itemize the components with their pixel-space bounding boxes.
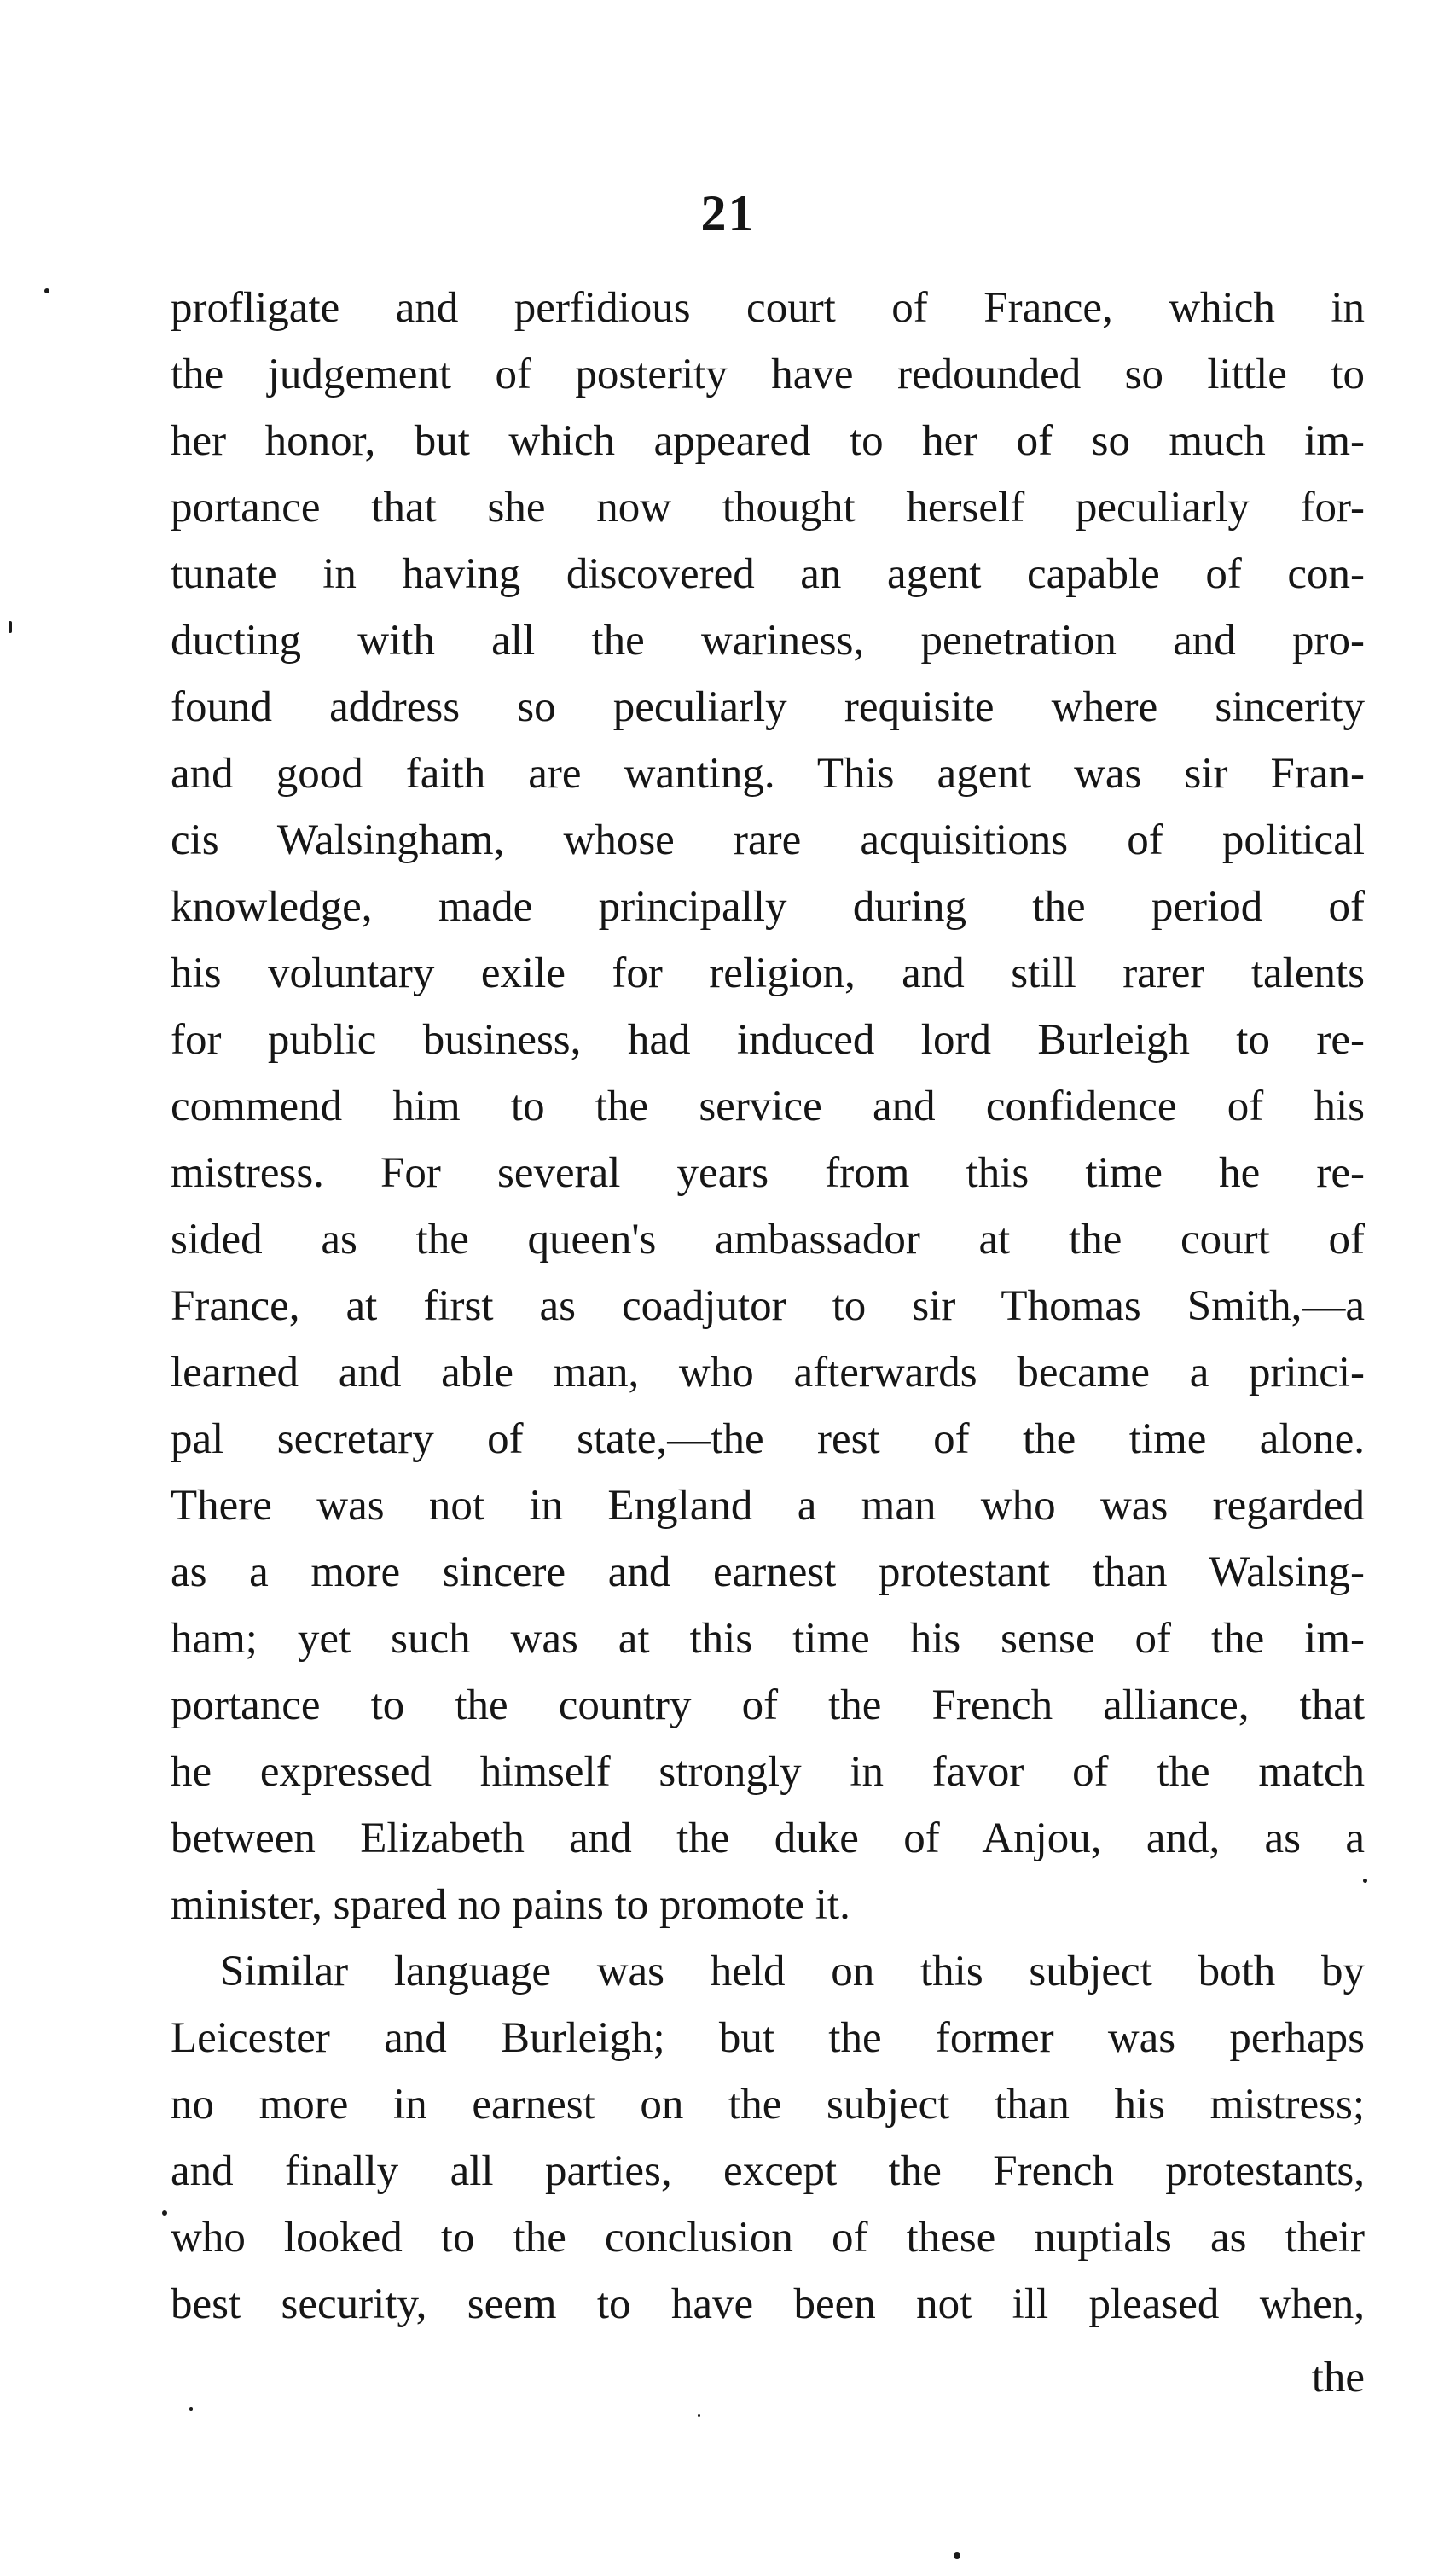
paragraph-1 xyxy=(171,275,1365,1938)
text-line: sided as the queen's ambassador at the court of xyxy=(171,1216,1365,1263)
text-line: minister, spared no pains to promote it. xyxy=(171,1881,850,1929)
paragraph-2 xyxy=(171,1938,1365,2338)
scan-speck xyxy=(162,2210,167,2216)
text-line: the judgement of posterity have redounded so little to xyxy=(171,351,1365,398)
text-line: as a more sincere and earnest protestant than Walsing- xyxy=(171,1548,1365,1596)
text-line: his voluntary exile for religion, and still rarer talents xyxy=(171,950,1365,997)
scan-speck xyxy=(1363,1879,1367,1883)
catchword: the xyxy=(1311,2354,1365,2401)
text-line: Similar language was held on this subject both by xyxy=(220,1948,1365,1995)
text-line: her honor, but which appeared to her of so much im- xyxy=(171,417,1365,465)
text-line: best security, seem to have been not ill pleased when, xyxy=(171,2280,1365,2328)
text-line: There was not in England a man who was regarded xyxy=(171,1482,1365,1530)
text-line: no more in earnest on the subject than his mistress; xyxy=(171,2081,1365,2129)
text-line: Leicester and Burleigh; but the former was perhaps xyxy=(171,2014,1365,2062)
scan-speck xyxy=(44,288,49,293)
scan-speck xyxy=(189,2407,193,2411)
text-line: and good faith are wanting. This agent was sir Fran- xyxy=(171,750,1365,798)
text-line: who looked to the conclusion of these nuptials as their xyxy=(171,2214,1365,2262)
text-line: between Elizabeth and the duke of Anjou, and, as a xyxy=(171,1815,1365,1862)
scan-speck xyxy=(698,2414,700,2417)
text-line: he expressed himself strongly in favor of the match xyxy=(171,1748,1365,1796)
text-line: pal secretary of state,—the rest of the time alone. xyxy=(171,1415,1365,1463)
text-line: profligate and perfidious court of France, which in xyxy=(171,284,1365,332)
scan-speck xyxy=(9,621,12,633)
text-line: portance to the country of the French alliance, that xyxy=(171,1681,1365,1729)
text-line: knowledge, made principally during the period of xyxy=(171,883,1365,931)
text-line: for public business, had induced lord Burleigh to re- xyxy=(171,1016,1365,1064)
text-line: ducting with all the wariness, penetration and pro- xyxy=(171,617,1365,665)
text-line: found address so peculiarly requisite where sincerity xyxy=(171,683,1365,731)
text-line: France, at first as coadjutor to sir Thomas Smith,—a xyxy=(171,1282,1365,1330)
text-line: portance that she now thought herself peculiarly for- xyxy=(171,484,1365,531)
text-line: cis Walsingham, whose rare acquisitions of political xyxy=(171,816,1365,864)
scan-speck xyxy=(954,2552,960,2559)
text-line: and finally all parties, except the French protestants, xyxy=(171,2147,1365,2195)
page-number: 21 xyxy=(700,185,756,241)
text-line: tunate in having discovered an agent capable of con- xyxy=(171,550,1365,598)
text-line: commend him to the service and confidence of his xyxy=(171,1083,1365,1130)
body-text xyxy=(171,275,1365,2338)
text-line: learned and able man, who afterwards became a princi- xyxy=(171,1349,1365,1397)
text-line: mistress. For several years from this time he re- xyxy=(171,1149,1365,1197)
text-line: ham; yet such was at this time his sense of the im- xyxy=(171,1615,1365,1663)
